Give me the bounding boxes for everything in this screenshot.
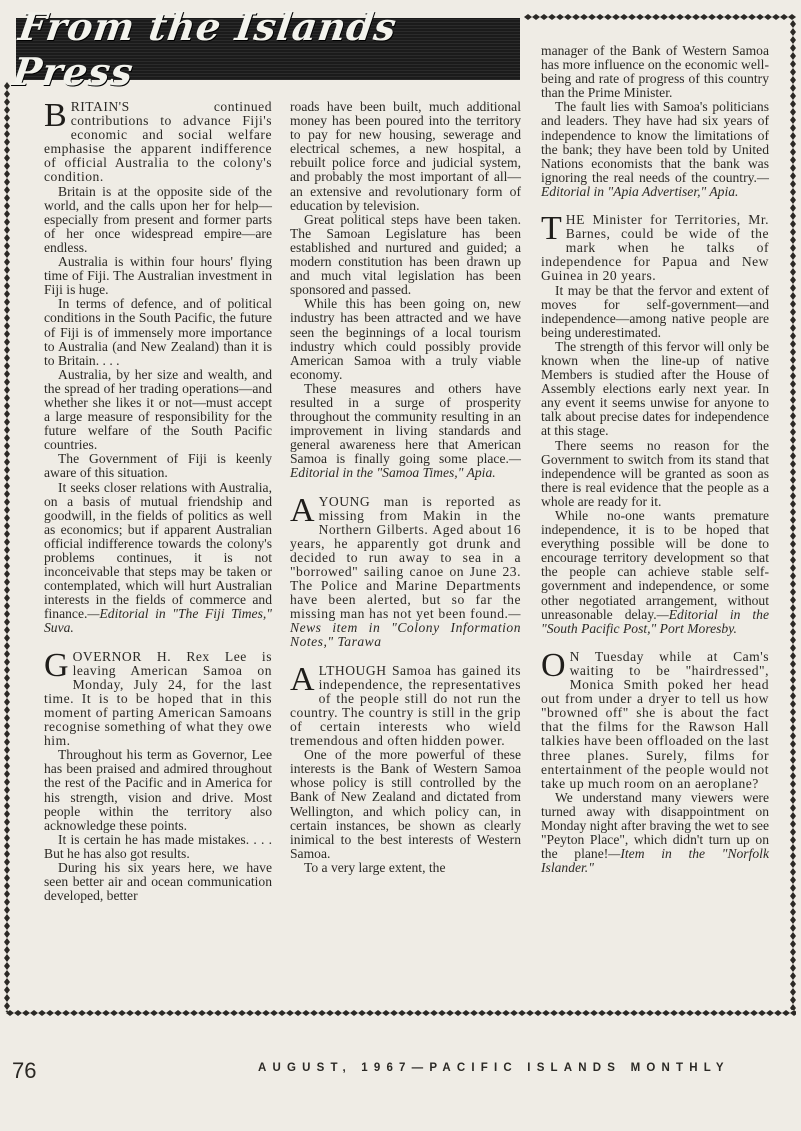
paragraph-with-citation: [541, 791, 769, 876]
banner-title: From the Islands Press: [9, 4, 400, 94]
article-governor-lee: [44, 646, 272, 904]
paragraph: OVERNOR H. Rex Lee is leaving American Samoa on Monday, July 24, for the last time. It is to be hoped that in this moment of parting American Samoans recognise something of what they owe him.: [44, 648, 272, 749]
article-missing-man: [290, 491, 521, 650]
paragraph: Australia, by her size and wealth, and the spread of her trading operations—and whether she likes it or not—must accept a large measure of responsibility for the future welfare of the South Pacific countries.: [44, 366, 272, 453]
drop-cap: O: [541, 646, 566, 684]
paragraph: It may be that the fervor and extent of moves for self-government—and independence—among native people are being underestimated.: [541, 282, 769, 340]
paragraph: One of the more powerful of these interests is the Bank of Western Samoa whose policy is still controlled by the Bank of New Zealand and dictated from Wellington, and which policy can, in certain instances, be shown as clearly inimical to the best interests of Western Samoa.: [290, 747, 521, 861]
paragraph: Great political steps have been taken. The Samoan Legislature has been established and nurtured and guided; a modern constitution has been drawn up and much vital legislation has been sponsored and passed.: [290, 211, 521, 298]
paragraph: To a very large extent, the: [304, 859, 446, 875]
paragraph-text: While no-one wants premature independence, it is to be hoped that everything possible will be done to encourage territory development so that the people can achieve stable self-government and independence, or some other negotiated arrangement, without unreasonable delay.: [541, 508, 769, 622]
paragraph-text: We understand many viewers were turned away with disappointment on Monday night after braving the wet to see "Peyton Place", which didn't turn up on the plane!: [541, 789, 769, 862]
paragraph: LTHOUGH Samoa has gained its independence, the representatives of the people still do not run the country. The country is still in the grip of certain interests who wield tremendous and often hidden power.: [290, 662, 521, 749]
paragraph: N Tuesday while at Cam's waiting to be "hairdressed", Monica Smith poked her head out from under a dryer to tell us how "browned off" she is about the fact that the films for the Rawson Hall talkies have been offloaded on the last three planes. Surely, films for entertainment of the people would not take up much room on an aeroplane?: [541, 648, 769, 791]
article-papua-independence: [541, 210, 769, 636]
left-wavy-border: [2, 82, 12, 1012]
paragraph: Throughout his term as Governor, Lee has been praised and admired throughout the rest of the Pacific and in America for his strength, vision and drive. Most people within the territory also acknowledge these points.: [44, 747, 272, 833]
paragraph: roads have been built, much additional money has been poured into the territory to pay for new housing, sewerage and electrical schemes, a new hospital, a rebuilt police force and judicial system, and probably the most important of all—an extensive and revolutionary form of education by television.: [290, 99, 521, 213]
right-wavy-border: [788, 20, 798, 1010]
paragraph: There seems no reason for the Government to switch from its stand that independence will be granted as soon as there is real evidence that the people as a whole are ready for it.: [541, 437, 769, 509]
paragraph: RITAIN'S continued contributions to advance Fiji's economic and social welfare emphasise the apparent indifference of official Australia to the colony's condition.: [44, 99, 272, 185]
paragraph-text: YOUNG man is reported as missing from Makin in the Northern Gilberts. Aged about 16 years, he apparently got drunk and decided to run away to sea in a "borrowed" sailing canoe on June 23. The Police and Marine Departments have been alerted, but so far the missing man has not yet been found.: [290, 493, 521, 622]
article-norfolk-films: [541, 646, 769, 876]
drop-cap: A: [290, 660, 315, 698]
paragraph-with-citation: [44, 481, 272, 636]
article-fiji: [44, 97, 272, 636]
column-2: [290, 100, 521, 889]
citation: —Item in the "Norfolk Islander.": [541, 846, 769, 876]
article-samoa-bank: [290, 660, 521, 875]
column-1: [44, 97, 272, 917]
citation: —Editorial in "Apia Advertiser," Apia.: [541, 169, 769, 199]
paragraph-with-citation: [290, 491, 521, 650]
paragraph: The strength of this fervor will only be known when the line-up of native Members is studied after the House of Assembly elections early next year. In any event it seems unwise for anyone to talk about precise dates for independence at this stage.: [541, 338, 769, 439]
page-number: 76: [12, 1058, 37, 1083]
bottom-wavy-border: [6, 1008, 796, 1018]
paragraph-with-citation: [290, 382, 521, 481]
paragraph-with-citation: [541, 509, 769, 636]
citation: —News item in "Colony Information Notes," Tarawa: [290, 606, 521, 650]
paragraph: manager of the Bank of Western Samoa has more influence on the economic well-being and rate of progress of this country than the Prime Minister.: [541, 43, 769, 101]
article-samoa-bank-continued: [541, 44, 769, 199]
citation: —Editorial in the "Samoa Times," Apia.: [290, 451, 521, 481]
citation: —Editorial in "The Fiji Times," Suva.: [44, 606, 272, 636]
drop-cap: G: [44, 646, 69, 684]
paragraph-text: The fault lies with Samoa's politicians and leaders. They have had six years of independence to know the limitations of the bank; they have been told by United Nations economists that the bank was ignoring the real needs of the country.: [541, 99, 769, 185]
column-3: [541, 44, 769, 889]
paragraph: The Government of Fiji is keenly aware of this situation.: [44, 451, 272, 481]
paragraph: HE Minister for Territories, Mr. Barnes, could be wide of the mark when he talks of independence for Papua and New Guinea in 20 years.: [541, 212, 769, 284]
paragraph: In terms of defence, and of political conditions in the South Pacific, the future of Fiji is of immensely more importance to Australia (and New Zealand) than it is to Britain. . . .: [44, 296, 272, 368]
paragraph-text: These measures and others have resulted in a surge of prosperity throughout the community resulting in an improvement in living standards and general awareness here that American Samoa is finally going some place.: [290, 380, 521, 467]
top-wavy-border: [524, 12, 796, 22]
paragraph: While this has been going on, new industry has been attracted and we have seen the beginnings of a local tourism industry which could possibly provide American Samoa with a truly viable economy.: [290, 296, 521, 382]
paragraph-text: It seeks closer relations with Australia, on a basis of mutual friendship and goodwill, in the fields of politics as well as economics; but if apparent Australian official indifference towards the colony's problems continues, it is not inconceivable that steps may be taken or contemplated, which will hurt Australian interests in the fields of commerce and finance.: [44, 479, 272, 622]
paragraph-with-citation: [541, 100, 769, 199]
paragraph: Australia is within four hours' flying time of Fiji. The Australian investment in Fiji is huge.: [44, 254, 272, 298]
citation: —Editorial in the "South Pacific Post," Port Moresby.: [541, 606, 769, 636]
running-footer: AUGUST, 1967—PACIFIC ISLANDS MONTHLY: [258, 1062, 730, 1074]
drop-cap: A: [290, 491, 315, 529]
paragraph: It is certain he has made mistakes. . . . But he has also got results.: [44, 831, 272, 861]
drop-cap: T: [541, 210, 562, 248]
paragraph: During his six years here, we have seen better air and ocean communication developed, better: [44, 859, 272, 904]
section-banner: [9, 4, 520, 94]
paragraph: Britain is at the opposite side of the world, and the calls upon her for help—especially from present and former parts of her once widespread empire—are endless.: [44, 183, 272, 255]
article-governor-lee-continued: [290, 100, 521, 481]
drop-cap: B: [44, 97, 67, 134]
